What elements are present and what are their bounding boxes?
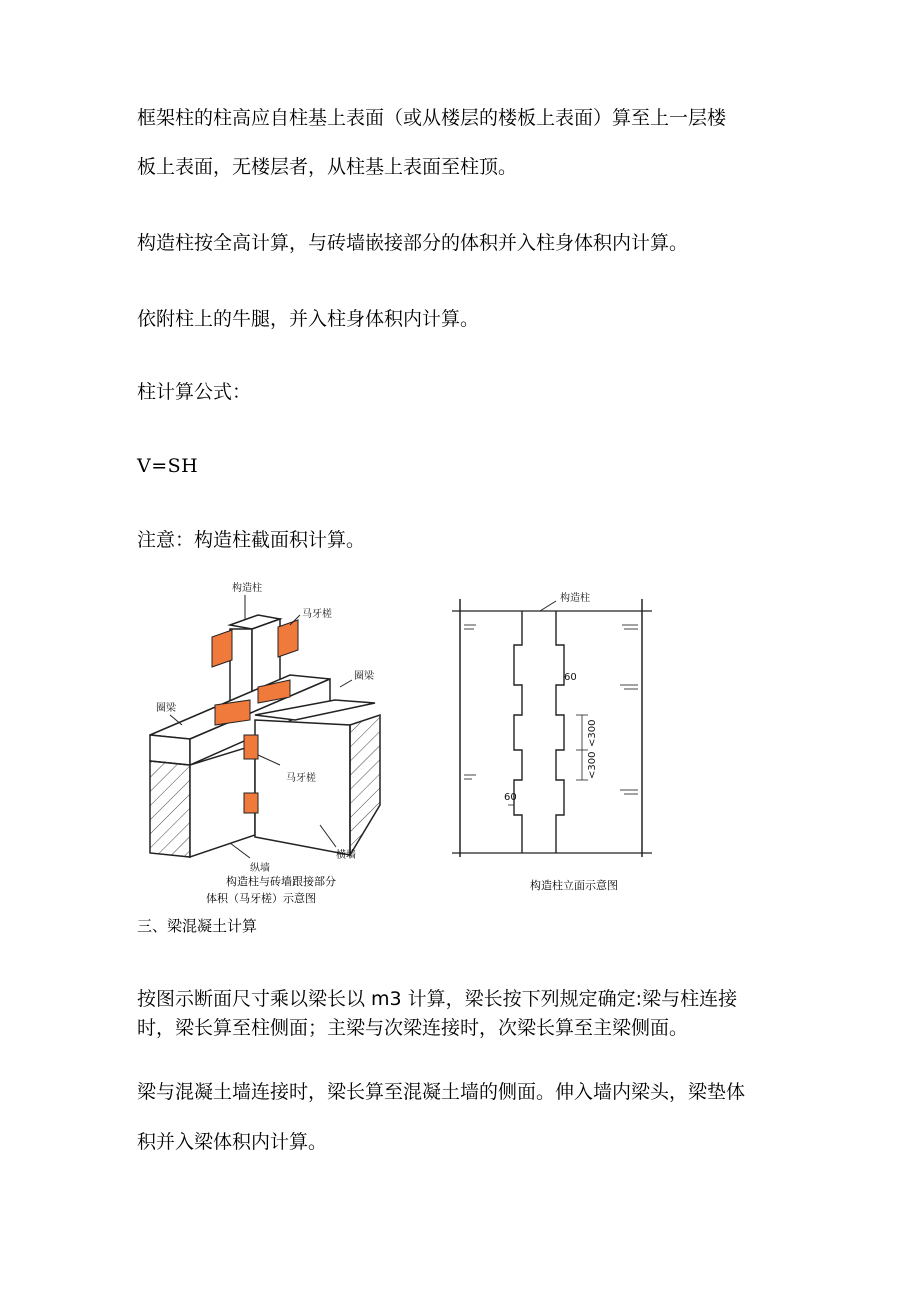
column-right-teeth xyxy=(556,611,564,853)
formula: V=SH xyxy=(137,455,199,477)
label-dim-300-b: <300 xyxy=(587,751,598,779)
paragraph-beam-length-line1: 按图示断面尺寸乘以梁长以 m3 计算，梁长按下列规定确定:梁与柱连接 xyxy=(137,988,738,1010)
brick-tooth xyxy=(278,620,298,657)
label-teeth-mid: 马牙槎 xyxy=(286,773,316,784)
note: 注意：构造柱截面积计算。 xyxy=(137,529,366,551)
isometric-column-drawing xyxy=(140,575,390,875)
label-longitudinal-wall: 纵墙 xyxy=(250,863,270,874)
label-dim-60-top: 60 xyxy=(564,672,577,683)
label-teeth-top: 马牙槎 xyxy=(302,609,332,620)
label-dim-60-bottom: 60 xyxy=(504,792,517,803)
left-figure-caption-line1: 构造柱与砖墙跟接部分 xyxy=(226,875,336,888)
paragraph-beam-wall-line1: 梁与混凝土墙连接时，梁长算至混凝土墙的侧面。伸入墙内梁头，梁垫体 xyxy=(137,1081,746,1103)
paragraph-corbel: 依附柱上的牛腿，并入柱身体积内计算。 xyxy=(137,308,480,330)
label-dim-300-a: <300 xyxy=(587,719,598,747)
label-ring-beam-left: 圈梁 xyxy=(156,703,176,714)
paragraph-beam-wall-line2: 积并入梁体积内计算。 xyxy=(137,1131,328,1153)
paragraph-formula-title: 柱计算公式： xyxy=(137,381,252,403)
brick-tooth xyxy=(212,630,232,667)
right-figure-caption: 构造柱立面示意图 xyxy=(530,879,618,892)
paragraph-column-height-line1: 框架柱的柱高应自柱基上表面（或从楼层的楼板上表面）算至上一层楼 xyxy=(137,107,727,129)
ring-beam-end xyxy=(150,735,190,765)
paragraph-constructional-column: 构造柱按全高计算，与砖墙嵌接部分的体积并入柱身体积内计算。 xyxy=(137,232,689,254)
brick-tooth xyxy=(244,735,258,759)
brick-tooth xyxy=(244,793,258,813)
section-heading-beam: 三、梁混凝土计算 xyxy=(137,917,258,935)
longitudinal-wall-end xyxy=(150,761,190,857)
figure-isometric-column xyxy=(140,575,390,875)
elevation-drawing xyxy=(452,585,652,875)
paragraph-column-height-line2: 板上表面，无楼层者，从柱基上表面至柱顶。 xyxy=(137,156,518,178)
label-column: 构造柱 xyxy=(232,583,262,594)
transverse-wall-side xyxy=(350,715,380,855)
label-ring-beam-right: 圈梁 xyxy=(354,671,374,682)
paragraph-beam-length-line2: 时，梁长算至柱侧面；主梁与次梁连接时，次梁长算至主梁侧面。 xyxy=(137,1017,689,1039)
label-transverse-wall: 横墙 xyxy=(336,850,356,861)
figure-elevation xyxy=(452,585,652,875)
column-left-teeth xyxy=(514,611,522,853)
brick-tooth xyxy=(215,700,250,725)
left-figure-caption-line2: 体积（马牙槎）示意图 xyxy=(206,892,316,905)
label-elevation-column: 构造柱 xyxy=(560,593,590,604)
transverse-wall-face xyxy=(255,720,350,855)
